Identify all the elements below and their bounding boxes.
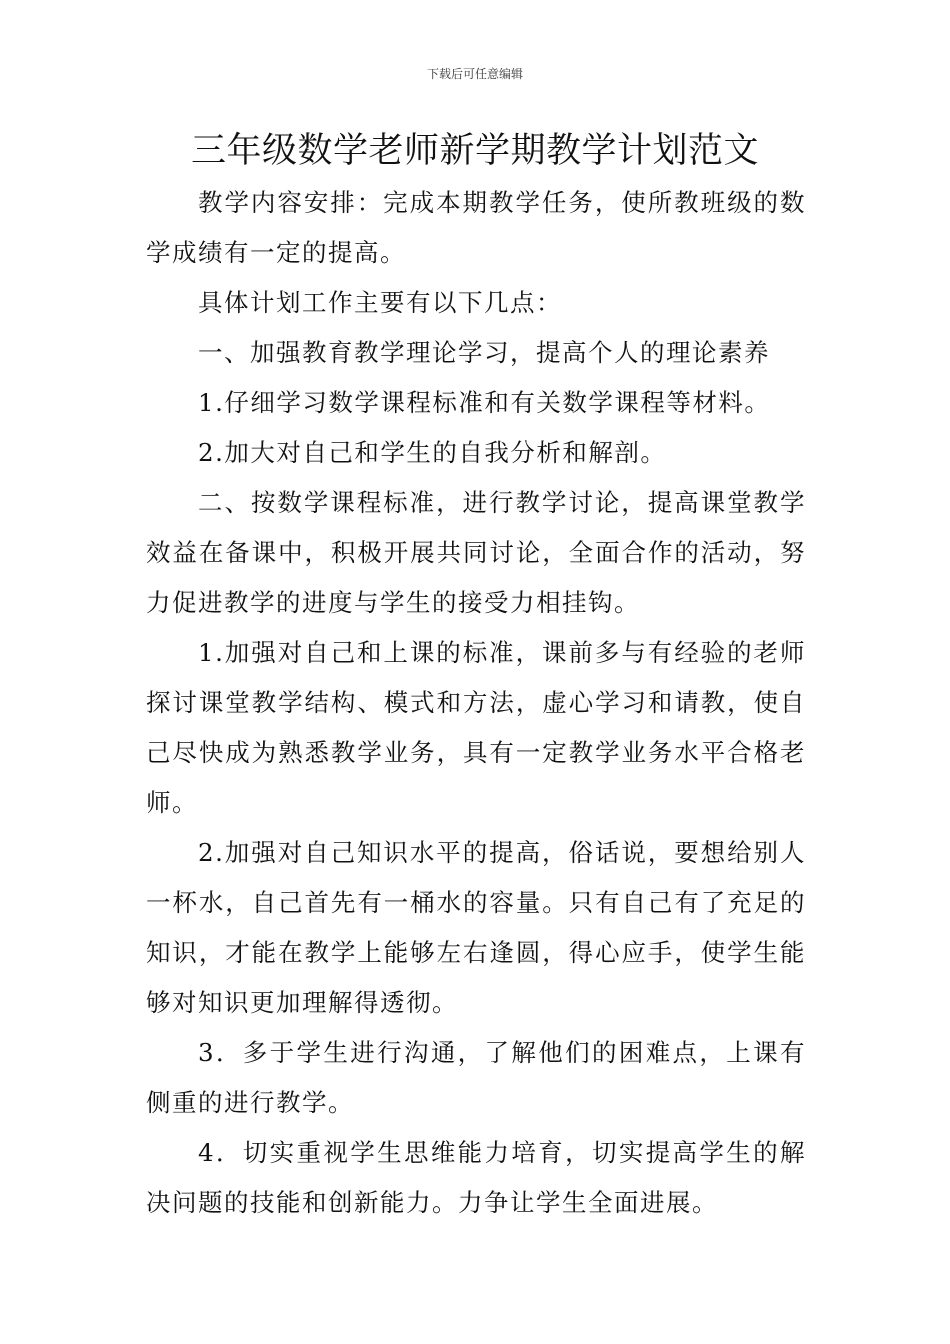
list-item: 2.加大对自己和学生的自我分析和解剖。 xyxy=(198,438,667,467)
list-item: 3．多于学生进行沟通，了解他们的困难点，上课有侧重的进行教学。 xyxy=(146,1038,806,1117)
header-note: 下载后可任意编辑 xyxy=(426,67,523,81)
list-item: 2.加强对自己知识水平的提高，俗话说，要想给别人一杯水，自己首先有一桶水的容量。只有自己有了充足的知识，才能在教学上能够左右逢圆，得心应手，使学生能够对知识更加理解得透彻。 xyxy=(146,838,806,1017)
list-item: 1.仔细学习数学课程标准和有关数学课程等材料。 xyxy=(198,388,771,417)
paragraph-plan-lead: 具体计划工作主要有以下几点： xyxy=(198,288,562,317)
section-heading-1: 一、加强教育教学理论学习，提高个人的理论素养 xyxy=(198,338,770,367)
paragraph-intro: 教学内容安排：完成本期教学任务，使所教班级的数学成绩有一定的提高。 xyxy=(146,188,806,267)
document-title: 三年级数学老师新学期教学计划范文 xyxy=(190,131,759,171)
section-heading-2: 二、按数学课程标准，进行教学讨论，提高课堂教学效益在备课中，积极开展共同讨论，全面合作的活动，努力促进教学的进度与学生的接受力相挂钩。 xyxy=(146,488,806,617)
list-item: 4．切实重视学生思维能力培育，切实提高学生的解决问题的技能和创新能力。力争让学生全面进展。 xyxy=(146,1138,806,1217)
document-body xyxy=(146,178,806,1228)
list-item: 1.加强对自己和上课的标准，课前多与有经验的老师探讨课堂教学结构、模式和方法，虚心学习和请教，使自己尽快成为熟悉教学业务，具有一定教学业务水平合格老师。 xyxy=(146,638,806,817)
